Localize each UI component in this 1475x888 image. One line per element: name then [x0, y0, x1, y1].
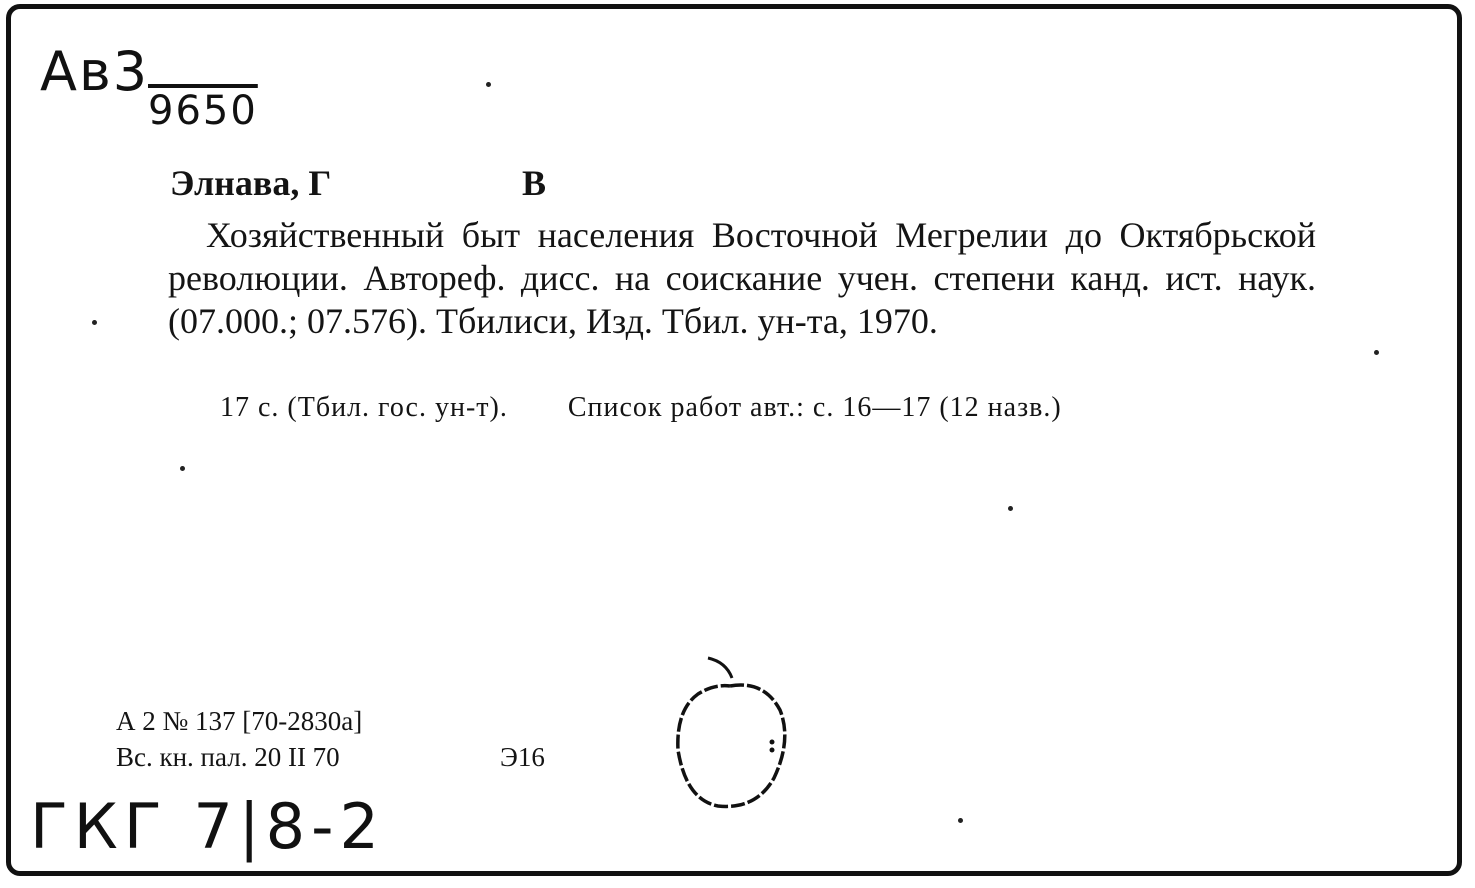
- registration-date: Вс. кн. пал. 20 II 70: [116, 742, 340, 772]
- author-name: Элнава, Г: [170, 163, 332, 203]
- collation-pages: 17 с. (Тбил. гос. ун-т).: [220, 392, 508, 423]
- speck: [180, 466, 185, 471]
- bibliography-note: Список работ авт.: с. 16—17 (12 назв.): [567, 392, 1062, 423]
- author-initial: В: [522, 163, 547, 203]
- description-text: Хозяйственный быт населения Восточной Мегрелии до Октябрьской революции. Автореф. дисс. на соискание учен. степени канд. ист. наук. (07.000.; 07.576). Тбилиси, Изд. Тбил. ун-та, 1970.: [168, 215, 1316, 341]
- speck: [1374, 350, 1379, 355]
- classification-code: Э16: [500, 742, 545, 772]
- circular-stamp-mark: [668, 650, 798, 820]
- registration-number: А 2 № 137 [70-2830а]: [116, 706, 363, 736]
- speck: [486, 82, 491, 87]
- speck: [92, 320, 97, 325]
- speck: [1008, 506, 1013, 511]
- shelf-mark: ГКГ 7|8-2: [30, 790, 385, 863]
- collation-line: [220, 392, 1062, 424]
- speck: [958, 818, 963, 823]
- call-number-bottom: 9650: [148, 88, 258, 134]
- call-number-top: Ав3: [40, 40, 150, 103]
